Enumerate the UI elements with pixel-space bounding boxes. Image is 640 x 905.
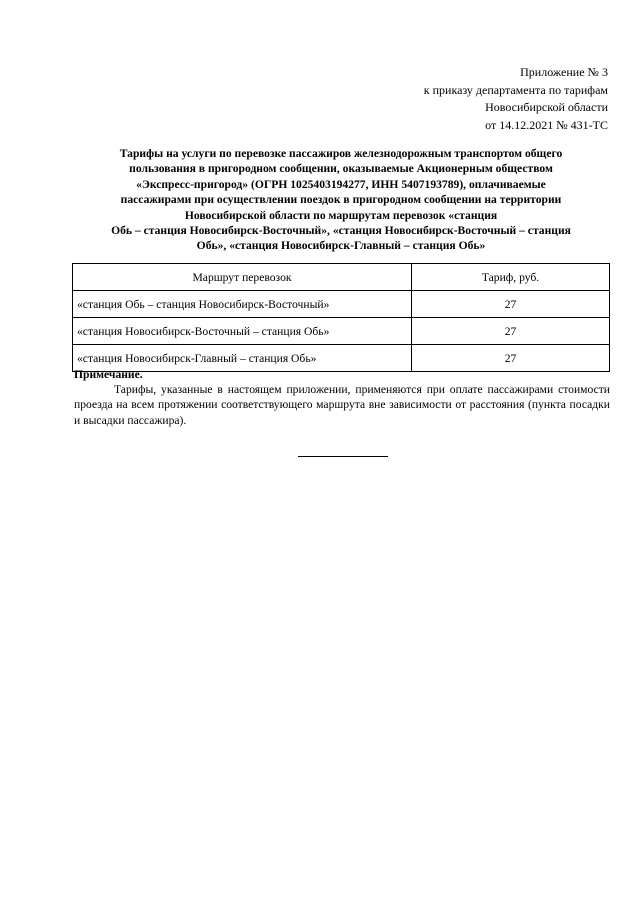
header-route: Маршрут перевозок xyxy=(73,264,412,291)
title-line: Обь – станция Новосибирск-Восточный», «станция Новосибирск-Восточный – станция xyxy=(111,224,571,238)
tariff-cell: 27 xyxy=(412,318,610,345)
table-row xyxy=(73,291,610,318)
tariff-cell: 27 xyxy=(412,291,610,318)
title-line: Новосибирской области по маршрутам перевозок «станция xyxy=(184,208,498,222)
route-cell: «станция Новосибирск-Восточный – станция Обь» xyxy=(73,318,412,345)
note-text: Тарифы, указанные в настоящем приложении, применяются при оплате пассажирами стоимости проезда на всем протяжении соответствующего маршрута вне зависимости от расстояния (пункта посадки и высадки пассажира). xyxy=(74,383,610,427)
appendix-header xyxy=(424,64,608,134)
document-title xyxy=(72,146,610,254)
title-line: пользования в пригородном сообщении, оказываемые Акционерным обществом xyxy=(129,162,553,176)
appendix-order-ref: к приказу департамента по тарифам xyxy=(423,82,608,97)
title-line: «Экспресс-пригород» (ОГРН 1025403194277, ИНН 5407193789), оплачиваемые xyxy=(136,177,546,191)
header-tariff: Тариф, руб. xyxy=(412,264,610,291)
end-divider xyxy=(298,456,388,457)
title-line: пассажирами при осуществлении поездок в пригородном сообщении на территории xyxy=(120,193,562,207)
title-line: Тарифы на услуги по перевозке пассажиров железнодорожным транспортом общего xyxy=(119,147,563,160)
appendix-order-date: от 14.12.2021 № 431-ТС xyxy=(485,117,608,132)
note-title: Примечание. xyxy=(74,368,143,381)
route-cell: «станция Обь – станция Новосибирск-Восточный» xyxy=(73,291,412,318)
tariff-cell: 27 xyxy=(412,345,610,372)
title-line: Обь», «станция Новосибирск-Главный – станция Обь» xyxy=(196,239,486,253)
appendix-number: Приложение № 3 xyxy=(520,65,608,79)
table-header-row xyxy=(73,264,610,291)
route-cell: «станция Новосибирск-Главный – станция Обь» xyxy=(73,345,412,372)
table-row xyxy=(73,345,610,372)
appendix-region: Новосибирской области xyxy=(485,100,608,114)
table-row xyxy=(73,318,610,345)
tariffs-table xyxy=(72,263,610,372)
